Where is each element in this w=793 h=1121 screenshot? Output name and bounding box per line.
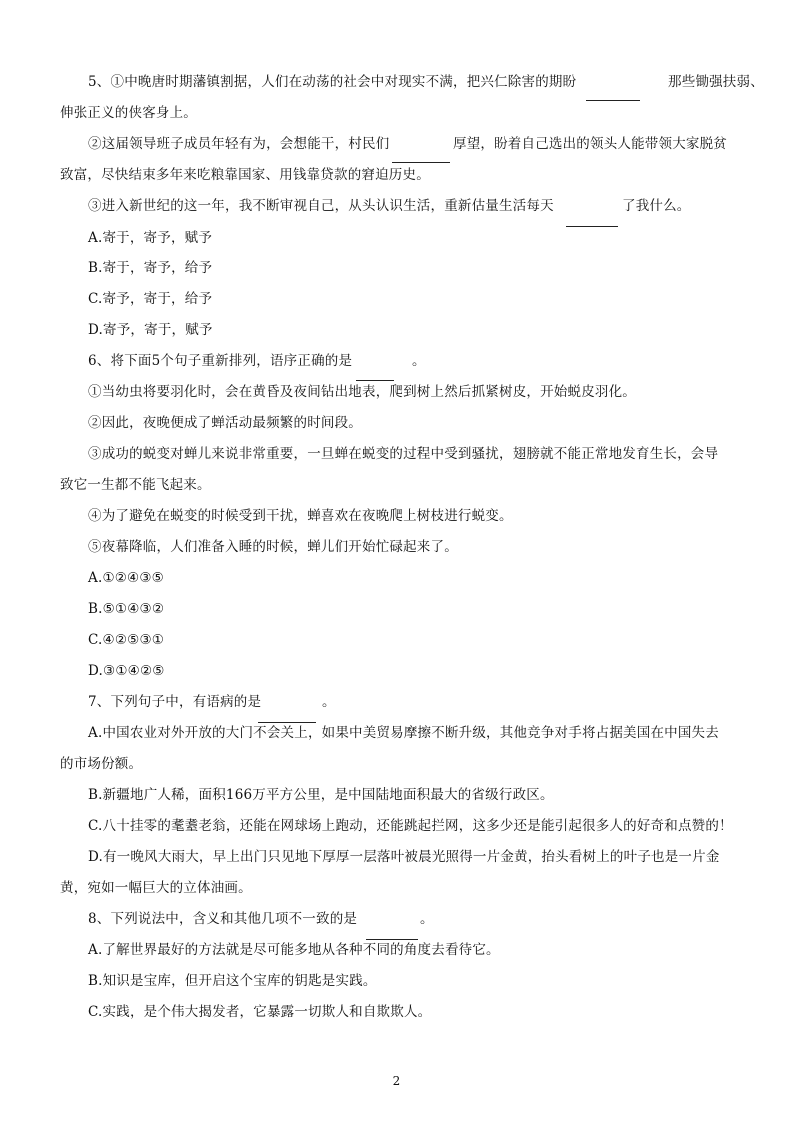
q7-option-b: B.新疆地广人稀，面积166万平方公里，是中国陆地面积最大的省级行政区。 (88, 787, 554, 803)
q6-sentence4: ④为了避免在蜕变的时候受到干扰，蝉喜欢在夜晚爬上树枝进行蜕变。 (88, 508, 513, 524)
q6-sentence2: ②因此，夜晚便成了蝉活动最频繁的时间段。 (88, 415, 362, 431)
q5-option-b: B.寄于，寄予，给予 (88, 260, 213, 276)
q5-sentence2-line2: 致富，尽快结束多年来吃粮靠国家、用钱靠贷款的窘迫历史。 (60, 167, 430, 183)
q7-stem-end: 。 (322, 694, 336, 710)
q6-option-c: C.④②⑤③① (88, 632, 165, 648)
q6-sentence3-line1: ③成功的蜕变对蝉儿来说非常重要，一旦蝉在蜕变的过程中受到骚扰，翅膀就不能正常地发育生长，会导 (88, 446, 719, 462)
q8-stem: 8、下列说法中，含义和其他几项不一致的是 (88, 911, 358, 927)
q8-option-c: C.实践，是个伟大揭发者，它暴露一切欺人和自欺欺人。 (88, 1004, 432, 1020)
q6-option-b: B.⑤①④③② (88, 601, 165, 617)
q6-sentence5: ⑤夜幕降临，人们准备入睡的时候，蝉儿们开始忙碌起来了。 (88, 539, 458, 555)
q5-option-c: C.寄予，寄于，给予 (88, 291, 213, 307)
q8-option-a: A.了解世界最好的方法就是尽可能多地从各种不同的角度去看待它。 (88, 942, 500, 958)
q7-option-d-line2: 黄，宛如一幅巨大的立体油画。 (60, 880, 252, 896)
q7-mark (258, 722, 316, 723)
q5-line2: 伸张正义的侠客身上。 (60, 105, 197, 121)
q5-blank-1 (586, 100, 640, 101)
q7-stem: 7、下列句子中，有语病的是 (88, 694, 262, 710)
q7-option-c: C.八十挂零的耄耋老翁，还能在网球场上跑动，还能跳起拦网，这多少还是能引起很多人的好奇和点赞的！ (88, 818, 733, 834)
q6-sentence3-line2: 致它一生都不能飞起来。 (60, 477, 211, 493)
q5-line1: 5、①中晚唐时期藩镇割据，人们在动荡的社会中对现实不满，把兴仁除害的期盼 (88, 74, 577, 90)
q5-sentence2-b: 厚望，盼着自己选出的领头人能带领大家脱贫 (453, 136, 727, 152)
q8-option-b: B.知识是宝库，但开启这个宝库的钥匙是实践。 (88, 973, 377, 989)
q8-mark (366, 939, 418, 940)
q5-option-d: D.寄予，寄于，赋予 (88, 322, 213, 338)
q7-option-d-line1: D.有一晚风大雨大，早上出门只见地下厚厚一层落叶被晨光照得一片金黄，抬头看树上的叶子也是一片金 (88, 849, 720, 865)
q7-option-a-line2: 的市场份额。 (60, 756, 143, 772)
page-number: 2 (392, 1074, 401, 1088)
q5-line1b: 那些锄强扶弱、 (668, 74, 764, 90)
q6-stem-end: 。 (412, 353, 426, 369)
q6-option-d: D.③①④②⑤ (88, 663, 165, 679)
q5-blank-3 (566, 226, 618, 227)
q7-option-a-line1: A.中国农业对外开放的大门不会关上，如果中美贸易摩擦不断升级，其他竞争对手将占据美国在中国失去 (88, 725, 719, 741)
q6-stem: 6、将下面5个句子重新排列，语序正确的是 (88, 353, 353, 369)
q6-sentence1: ①当幼虫将要羽化时，会在黄昏及夜间钻出地表，爬到树上然后抓紧树皮，开始蜕皮羽化。 (88, 384, 636, 400)
q5-sentence3-b: 了我什么。 (622, 198, 691, 214)
q5-blank-2 (392, 162, 450, 163)
q8-stem-end: 。 (420, 911, 434, 927)
q6-option-a: A.①②④③⑤ (88, 570, 164, 586)
q5-option-a: A.寄于，寄予，赋予 (88, 230, 213, 246)
q5-sentence3-a: ③进入新世纪的这一年，我不断审视自己，从头认识生活，重新估量生活每天 (88, 198, 554, 214)
q6-mark (356, 380, 394, 381)
q5-sentence2-a: ②这届领导班子成员年轻有为，会想能干，村民们 (88, 136, 390, 152)
